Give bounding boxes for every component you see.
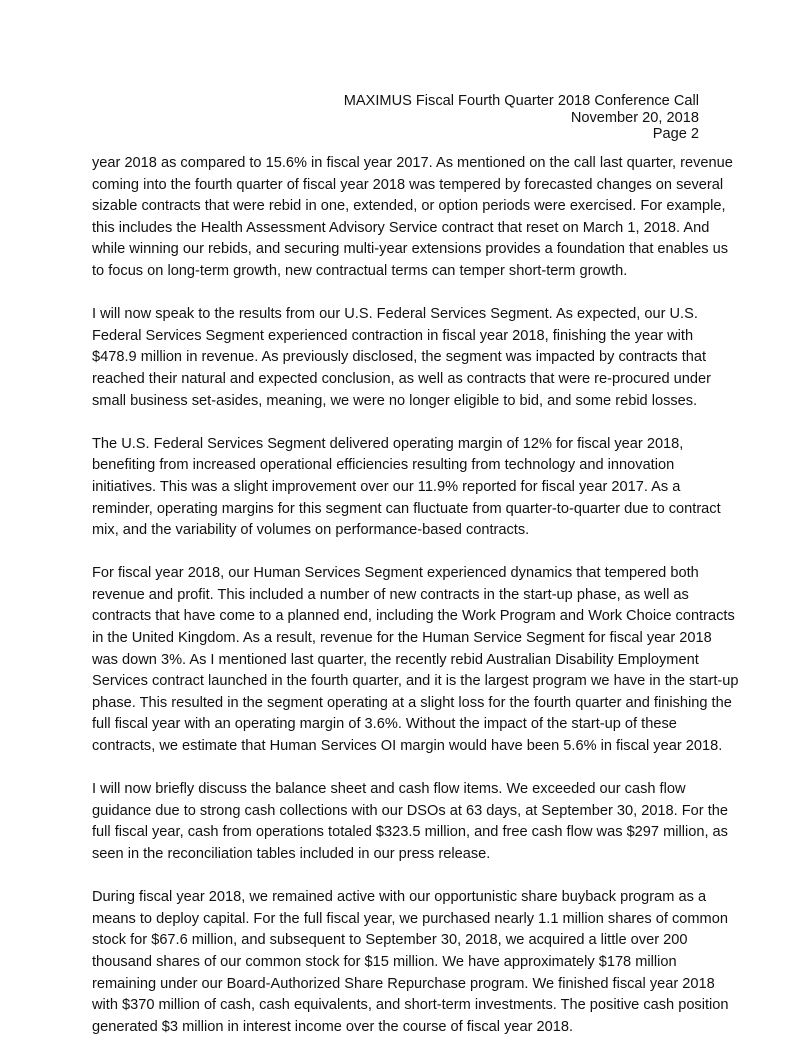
text-line: with $370 million of cash, cash equivalents, and short-term investments. The positive cash position	[92, 997, 729, 1014]
text-line: contracts, we estimate that Human Services OI margin would have been 5.6% in fiscal year 2018.	[92, 738, 723, 755]
paragraph-federal-services-revenue	[92, 304, 712, 412]
text-line: phase. This resulted in the segment operating at a slight loss for the fourth quarter and finishing the	[92, 694, 732, 711]
text-line: year 2018 as compared to 15.6% in fiscal year 2017. As mentioned on the call last quarter, revenue	[92, 155, 733, 171]
text-line: was down 3%. As I mentioned last quarter, the recently rebid Australian Disability Employment	[92, 651, 699, 668]
text-line: initiatives. This was a slight improvement over our 11.9% reported for fiscal year 2017. As a	[92, 478, 681, 495]
page-header	[344, 93, 699, 143]
text-line: Services contract launched in the fourth quarter, and it is the largest program we have in the start-up	[92, 673, 739, 690]
paragraph-federal-services-margin	[92, 434, 721, 542]
header-title: MAXIMUS Fiscal Fourth Quarter 2018 Conference Call	[343, 93, 699, 109]
text-line: The U.S. Federal Services Segment delivered operating margin of 12% for fiscal year 2018,	[92, 435, 684, 452]
text-line: seen in the reconciliation tables included in our press release.	[92, 846, 491, 862]
text-line: contracts that have come to a planned end, including the Work Program and Work Choice contracts	[92, 608, 735, 625]
text-line: to focus on long-term growth, new contractual terms can temper short-term growth.	[92, 262, 628, 279]
text-line: guidance due to strong cash collections with our DSOs at 63 days, at September 30, 2018. For the	[92, 802, 729, 819]
text-line: generated $3 million in interest income over the course of fiscal year 2018.	[92, 1018, 574, 1035]
header-page-number: Page 2	[652, 126, 699, 142]
text-line: mix, and the variability of volumes on performance-based contracts.	[92, 522, 530, 539]
text-line: small business set-asides, meaning, we were no longer eligible to bid, and some rebid losses.	[92, 392, 698, 409]
paragraph-human-services	[92, 563, 739, 757]
text-line: in the United Kingdom. As a result, revenue for the Human Service Segment for fiscal year 2018	[92, 630, 712, 647]
paragraph-revenue-context	[92, 153, 733, 283]
text-line: $478.9 million in revenue. As previously disclosed, the segment was impacted by contracts that	[92, 349, 707, 366]
text-line: Federal Services Segment experienced contraction in fiscal year 2018, finishing the year with	[92, 327, 694, 344]
text-line: thousand shares of our common stock for $15 million. We have approximately $178 million	[92, 953, 677, 970]
text-line: this includes the Health Assessment Advisory Service contract that reset on March 1, 2018. And	[92, 219, 710, 236]
text-line: I will now briefly discuss the balance sheet and cash flow items. We exceeded our cash flow	[92, 781, 686, 798]
text-line: reminder, operating margins for this segment can fluctuate from quarter-to-quarter due to contract	[92, 500, 721, 517]
document-body	[92, 153, 739, 1060]
text-line: stock for $67.6 million, and subsequent to September 30, 2018, we acquired a little over 200	[92, 932, 688, 949]
text-line: I will now speak to the results from our U.S. Federal Services Segment. As expected, our U.S.	[92, 306, 698, 323]
text-line: remaining under our Board-Authorized Share Repurchase program. We finished fiscal year 2018	[92, 975, 715, 992]
text-line: coming into the fourth quarter of fiscal year 2018 was tempered by forecasted changes on several	[92, 176, 724, 193]
text-line: For fiscal year 2018, our Human Services Segment experienced dynamics that tempered both	[92, 565, 699, 582]
text-line: means to deploy capital. For the full fiscal year, we purchased nearly 1.1 million shares of common	[92, 910, 728, 927]
text-line: reached their natural and expected conclusion, as well as contracts that were re-procured under	[92, 370, 711, 387]
header-date: November 20, 2018	[570, 109, 699, 126]
text-line: sizable contracts that were rebid in one, extended, or option periods were exercised. For example,	[92, 198, 726, 215]
text-line: During fiscal year 2018, we remained active with our opportunistic share buyback program as a	[92, 889, 707, 906]
text-line: full fiscal year, cash from operations totaled $323.5 million, and free cash flow was $297 million, as	[92, 824, 728, 841]
paragraph-share-buyback	[92, 887, 729, 1038]
text-line: benefiting from increased operational efficiencies resulting from technology and innovation	[92, 457, 675, 474]
text-line: while winning our rebids, and securing multi-year extensions provides a foundation that enables us	[92, 241, 729, 258]
text-line: full fiscal year with an operating margin of 3.6%. Without the impact of the start-up of these	[92, 716, 677, 733]
text-line: revenue and profit. This included a number of new contracts in the start-up phase, as well as	[92, 586, 689, 603]
paragraph-cash-flow	[92, 779, 729, 865]
